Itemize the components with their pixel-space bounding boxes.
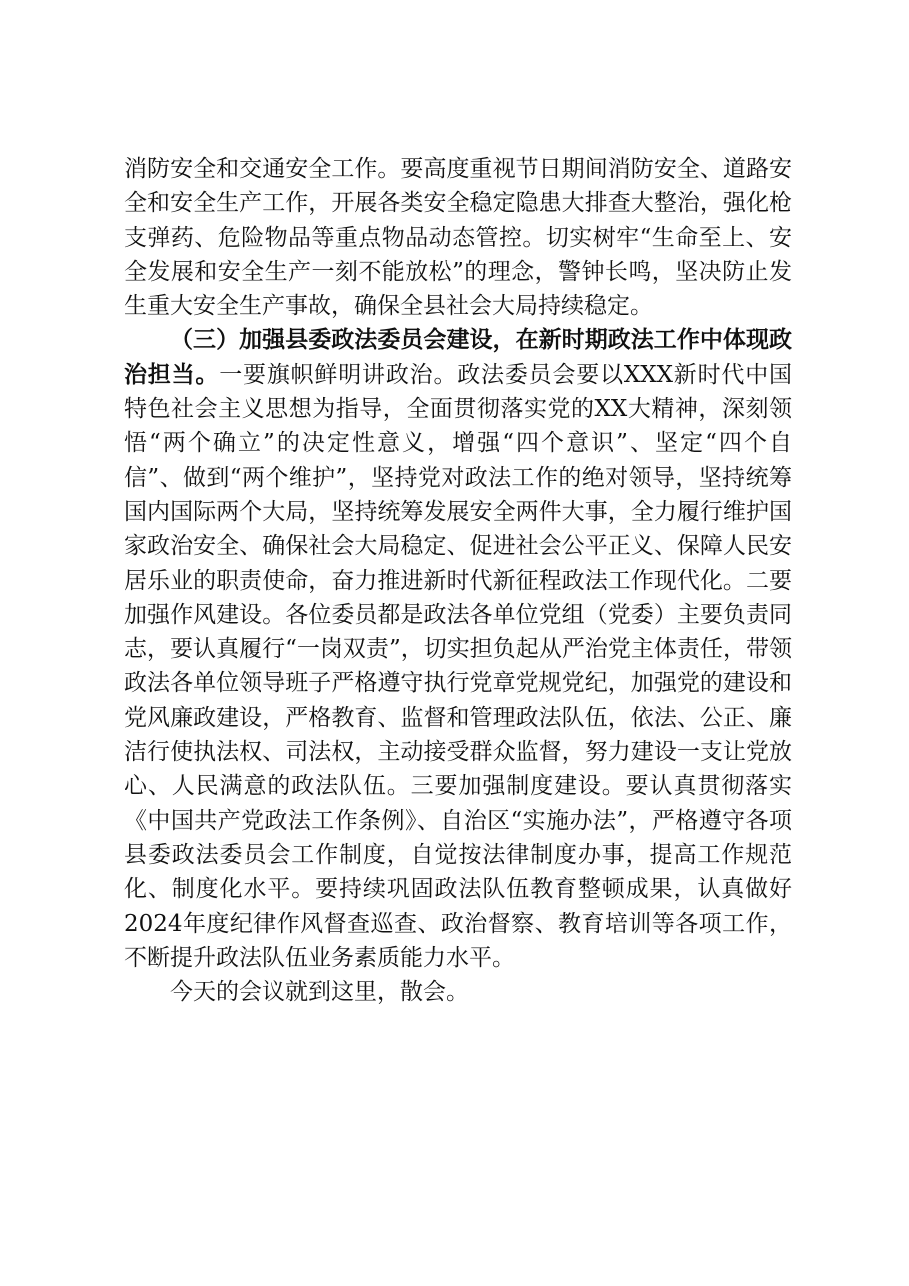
section-heading: （三）加强县委政法委员会建设，在新时期政法工作中体现政治担当。 [124, 326, 792, 388]
paragraph-political-committee [124, 323, 792, 975]
paragraph-safety-work: 消防安全和交通安全工作。要高度重视节日期间消防安全、道路安全和安全生产工作，开展各类安全稳定隐患大排查大整治，强化枪支弹药、危险物品等重点物品动态管控。切实树牢“生命至上、安全发展和安全生产一刻不能放松”的理念，警钟长鸣，坚决防止发生重大安全生产事故，确保全县社会大局持续稳定。 [124, 156, 792, 320]
section-body: 一要旗帜鲜明讲政治。政法委员会要以XXX新时代中国特色社会主义思想为指导，全面贯彻落实党的XX大精神，深刻领悟“两个确立”的决定性意义，增强“四个意识”、坚定“四个自信”、做到“两个维护”，坚持党对政法工作的绝对领导，坚持统筹国内国际两个大局，坚持统筹发展安全两件大事，全力履行维护国家政治安全、确保社会大局稳定、促进社会公平正义、保障人民安居乐业的职责使命，奋力推进新时代新征程政法工作现代化。二要加强作风建设。各位委员都是政法各单位党组（党委）主要负责同志，要认真履行“一岗双责”，切实担负起从严治党主体责任，带领政法各单位领导班子严格遵守执行党章党规党纪，加强党的建设和党风廉政建设，严格教育、监督和管理政法队伍，依法、公正、廉洁行使执法权、司法权，主动接受群众监督，努力建设一支让党放心、人民满意的政法队伍。三要加强制度建设。要认真贯彻落实《中国共产党政法工作条例》、自治区“实施办法”，严格遵守各项县委政法委员会工作制度，自觉按法律制度办事，提高工作规范化、制度化水平。要持续巩固政法队伍教育整顿成果，认真做好2024年度纪律作风督查巡查、政治督察、教育培训等各项工作，不断提升政法队伍业务素质能力水平。 [124, 361, 793, 971]
paragraph-closing: 今天的会议就到这里，散会。 [170, 979, 469, 1006]
document-body [124, 152, 792, 1009]
